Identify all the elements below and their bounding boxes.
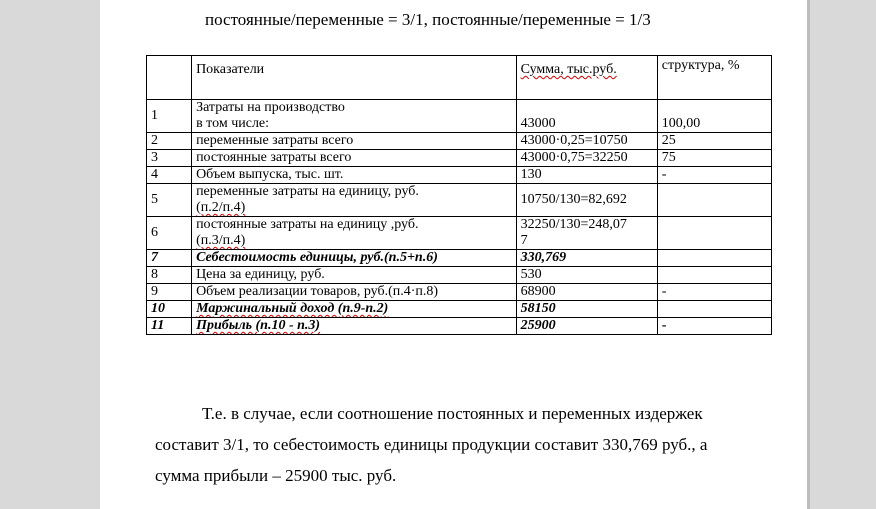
row-sum: 130 <box>516 167 657 184</box>
row-name: Цена за единицу, руб. <box>192 267 517 284</box>
table-row <box>147 133 772 150</box>
row-sum: 530 <box>516 267 657 284</box>
table-row <box>147 167 772 184</box>
row-sum: 43000 <box>516 100 657 133</box>
row-sum: 43000·0,75=32250 <box>516 150 657 167</box>
table-row <box>147 217 772 250</box>
row-sum: 10750/130=82,692 <box>516 184 657 217</box>
row-number: 3 <box>147 150 192 167</box>
conclusion-line-1: Т.е. в случае, если соотношение постоянных и переменных издержек <box>202 404 703 423</box>
row-sum: 43000·0,25=10750 <box>516 133 657 150</box>
row-name: Объем выпуска, тыс. шт. <box>192 167 517 184</box>
row-number: 5 <box>147 184 192 217</box>
conclusion-line-2: составит 3/1, то себестоимость единицы продукции составит 330,769 руб., а <box>155 435 708 454</box>
table-row <box>147 301 772 318</box>
document-page <box>100 0 807 509</box>
row-sum: 32250/130=248,07 7 <box>516 217 657 250</box>
row-name: Объем реализации товаров, руб.(п.4·п.8) <box>192 284 517 301</box>
table-row <box>147 318 772 335</box>
row-structure <box>657 267 771 284</box>
table-row <box>147 100 772 133</box>
row-structure: 75 <box>657 150 771 167</box>
conclusion-line-3: сумма прибыли – 25900 тыс. руб. <box>155 466 397 485</box>
table-row <box>147 184 772 217</box>
row-number: 9 <box>147 284 192 301</box>
row-structure <box>657 184 771 217</box>
table-row <box>147 150 772 167</box>
row-structure: - <box>657 284 771 301</box>
row-structure <box>657 301 771 318</box>
formula-heading: постоянные/переменные = 3/1, постоянные/переменные = 1/3 <box>205 10 651 29</box>
row-sum: 58150 <box>516 301 657 318</box>
row-structure: - <box>657 318 771 335</box>
table-row <box>147 250 772 267</box>
row-name: постоянные затраты всего <box>192 150 517 167</box>
page-edge-shadow <box>807 0 810 509</box>
row-number: 11 <box>147 318 192 335</box>
row-number: 8 <box>147 267 192 284</box>
row-number: 6 <box>147 217 192 250</box>
row-name: Прибыль (п.10 - п.3) <box>192 318 517 335</box>
row-number: 2 <box>147 133 192 150</box>
row-number: 7 <box>147 250 192 267</box>
row-sum: 68900 <box>516 284 657 301</box>
row-number: 4 <box>147 167 192 184</box>
row-name: Маржинальный доход (п.9-п.2) <box>192 301 517 318</box>
row-name: Затраты на производство в том числе: <box>192 100 517 133</box>
header-sum: Сумма, тыс.руб. <box>516 56 657 100</box>
row-structure <box>657 250 771 267</box>
row-name: Себестоимость единицы, руб.(п.5+п.6) <box>192 250 517 267</box>
row-sum: 330,769 <box>516 250 657 267</box>
row-sum: 25900 <box>516 318 657 335</box>
row-structure: - <box>657 167 771 184</box>
table-header-row <box>147 56 772 100</box>
row-structure: 25 <box>657 133 771 150</box>
header-indicators: Показатели <box>192 56 517 100</box>
table-row <box>147 267 772 284</box>
row-number: 10 <box>147 301 192 318</box>
row-number: 1 <box>147 100 192 133</box>
row-name: переменные затраты на единицу, руб. (п.2/п.4) <box>192 184 517 217</box>
table-row <box>147 284 772 301</box>
row-structure: 100,00 <box>657 100 771 133</box>
cost-table <box>146 55 772 335</box>
header-number <box>147 56 192 100</box>
row-name: переменные затраты всего <box>192 133 517 150</box>
header-structure: структура, % <box>657 56 771 100</box>
row-name: постоянные затраты на единицу ,руб. (п.3/п.4) <box>192 217 517 250</box>
conclusion-paragraph <box>155 398 785 491</box>
row-structure <box>657 217 771 250</box>
